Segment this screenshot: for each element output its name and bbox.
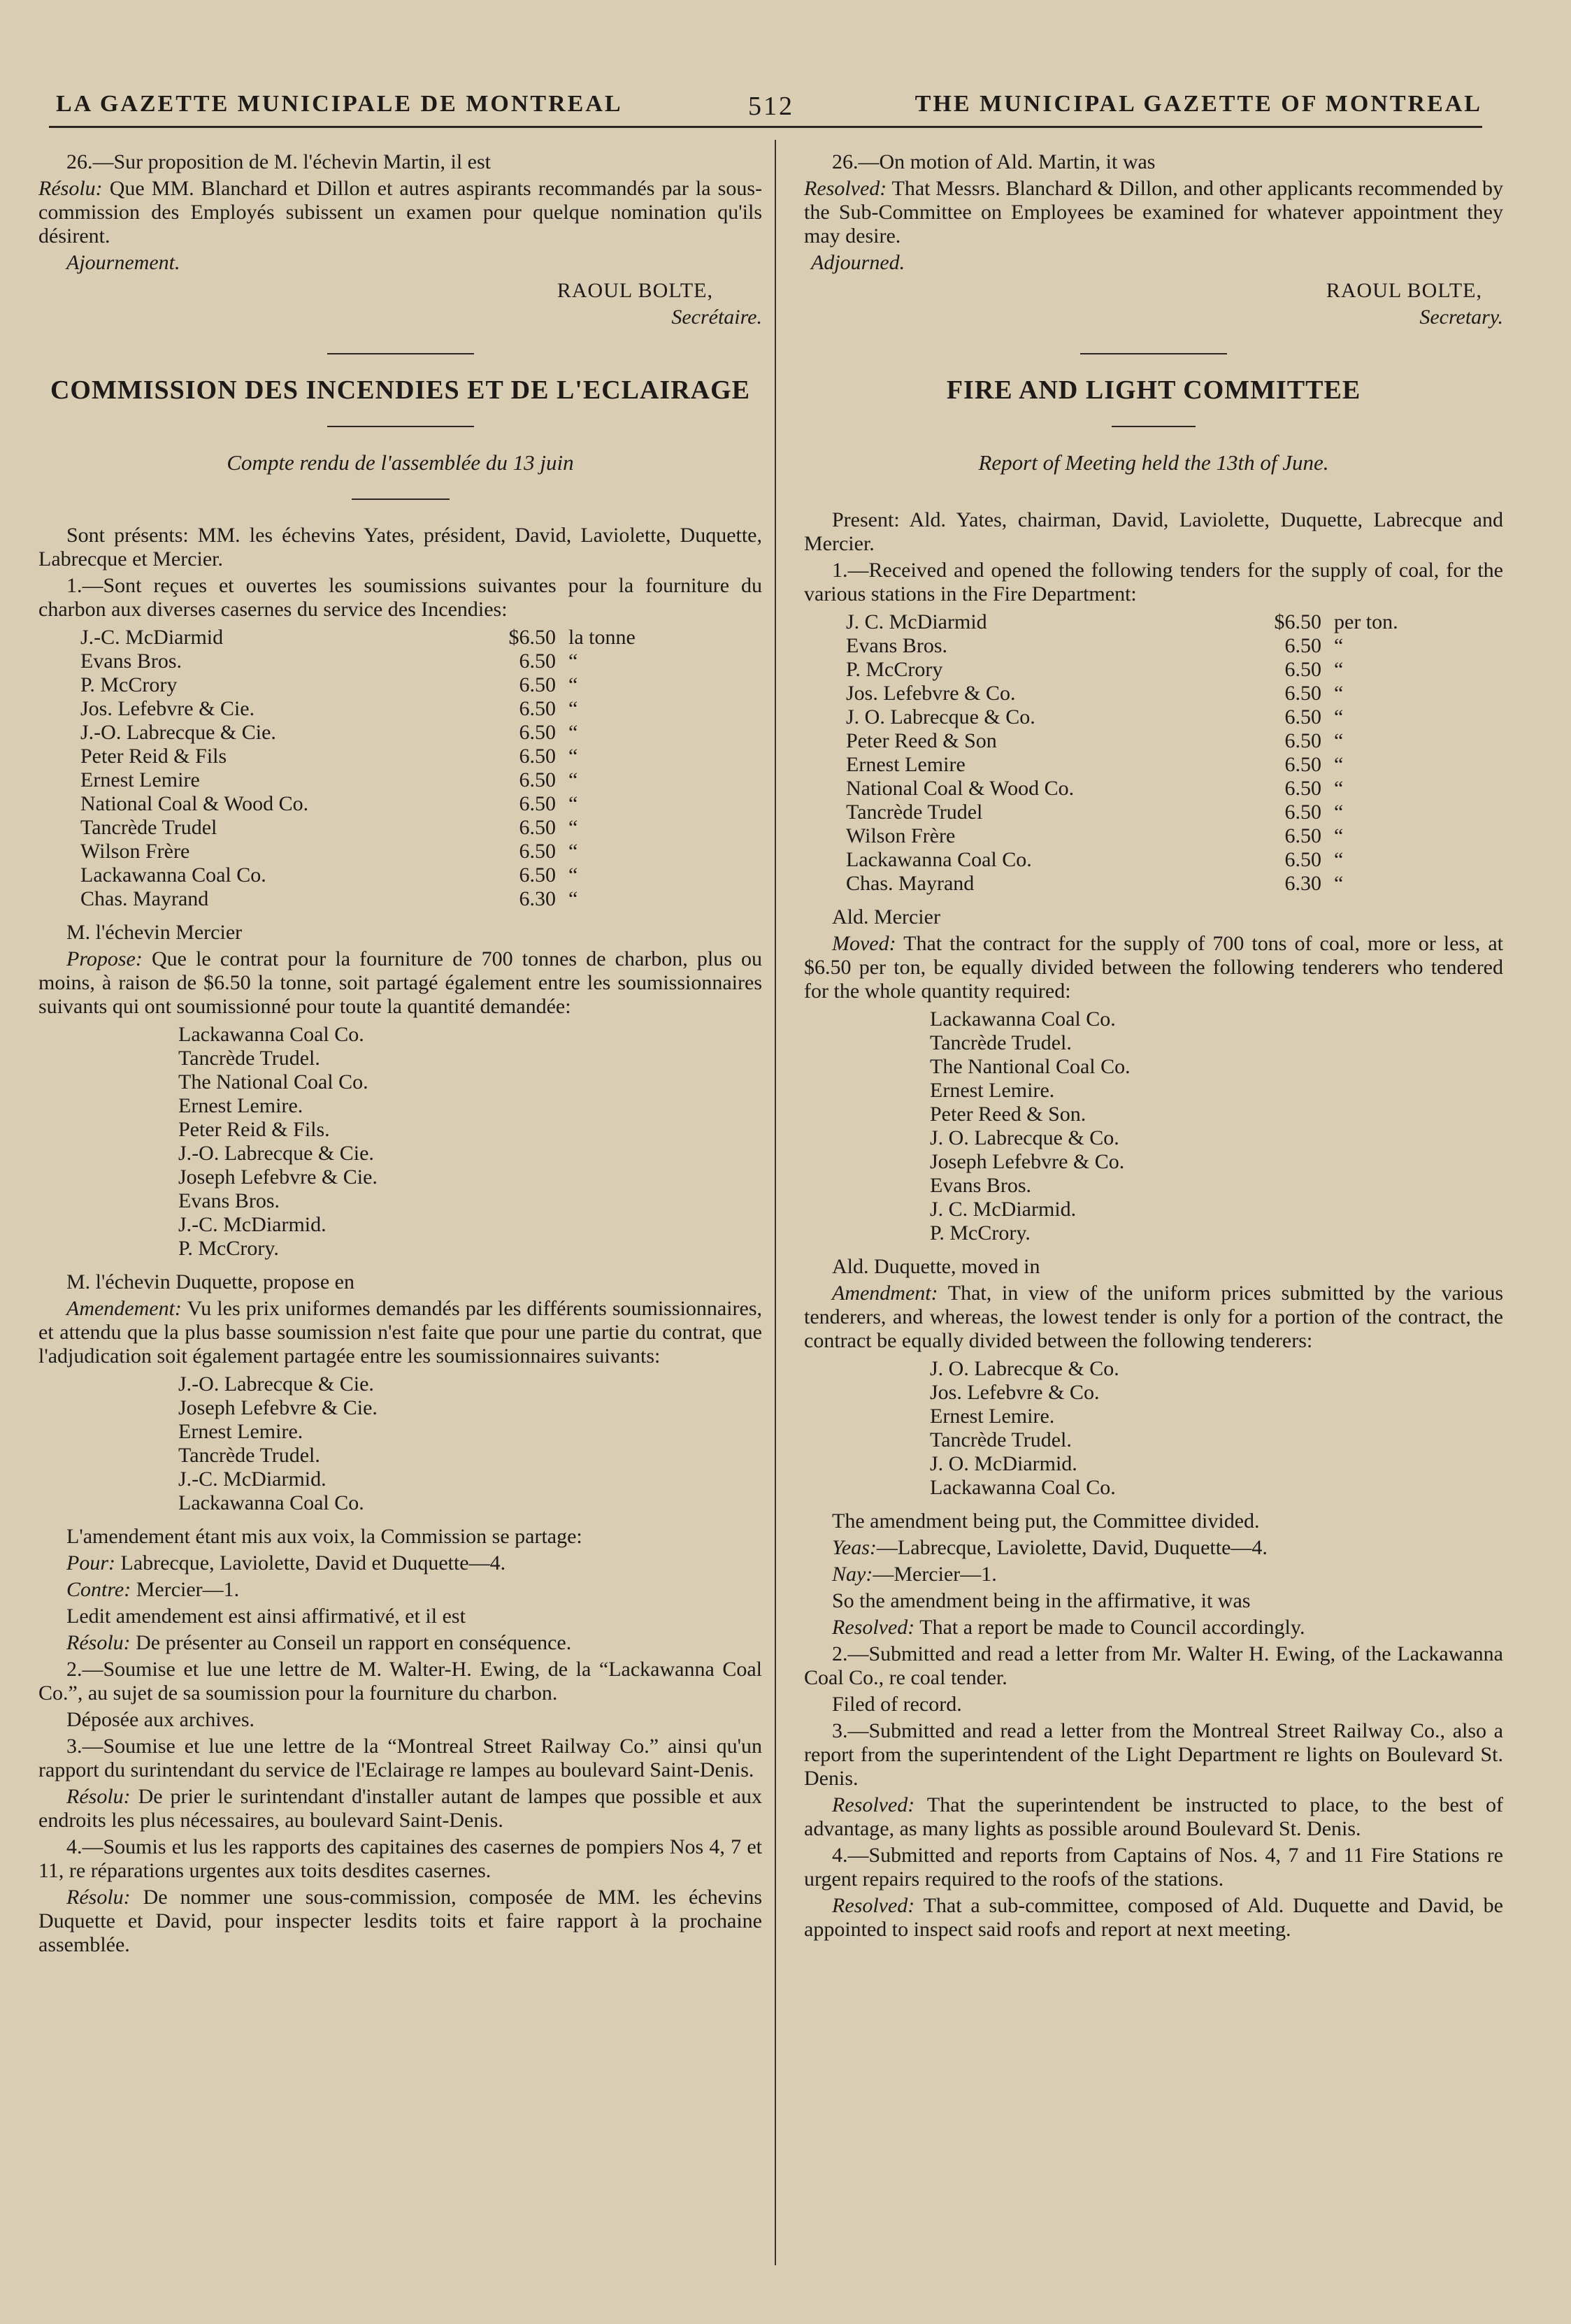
list-item: J.-C. McDiarmid. [178,1468,327,1491]
secretary-title-fr: Secrétaire. [671,306,762,329]
tender-price: 6.50 [519,673,556,696]
tender-unit: “ [1334,753,1344,776]
tender-unit: “ [568,697,578,720]
list-item: The National Coal Co. [178,1070,368,1093]
attendance-fr: Sont présents: MM. les échevins Yates, président, David, Laviolette, Duquette, Labrecque et Mercier. [38,524,762,571]
tender-price: 6.50 [519,697,556,720]
spacer [804,498,1503,508]
motion-label: Moved: [832,932,896,955]
table-row [80,697,636,721]
tender-price: 6.50 [519,768,556,791]
list-item: Ernest Lemire. [178,1420,303,1443]
tender-price: 6.50 [519,840,556,863]
tender-name: Jos. Lefebvre & Cie. [80,697,255,720]
tender-name: P. McCrory [80,673,178,696]
filed-fr: Déposée aux archives. [66,1708,255,1731]
tender-unit: “ [568,650,578,673]
tender-name: J. C. McDiarmid [846,610,987,633]
list-item: Ernest Lemire. [178,1094,303,1117]
tender-price: 6.50 [519,745,556,768]
resolution-text: That Messrs. Blanchard & Dillon, and other applicants recommended by the Sub-Committee on Employees be examined for whatever appointment they may desire. [804,177,1503,248]
list-item: Jos. Lefebvre & Co. [930,1381,1100,1404]
list-item: J.-O. Labrecque & Cie. [178,1142,374,1165]
resolution-label: Résolu: [66,1886,131,1909]
resolution-label: Résolu: [66,1631,131,1654]
resolution-text: De prier le surintendant d'installer autant de lampes que possible et aux endroits les plus nécessaires, au boulevard Saint-Denis. [38,1785,763,1832]
tender-name: Wilson Frère [846,824,956,847]
resolution-label: Résolu: [66,1785,131,1808]
amendment-en [804,1282,1503,1353]
proposal-fr [38,947,762,1019]
tenderer-list-fr [38,1023,762,1261]
item-26-fr-resolution [38,177,762,248]
list-item: J.-C. McDiarmid. [178,1213,327,1236]
vote-fr: L'amendement étant mis aux voix, la Commission se partage: [66,1525,582,1548]
tender-unit: “ [568,673,578,696]
table-row [80,673,636,697]
section-rule [1080,353,1227,354]
section-rule [327,353,474,354]
tender-price: 6.50 [1284,801,1321,824]
tender-name: Ernest Lemire [80,768,200,791]
resolution-text: That a report be made to Council accordingly. [919,1616,1305,1639]
tender-unit: “ [1334,682,1344,705]
tender-unit: “ [1334,705,1344,729]
tender-name: Evans Bros. [80,650,182,673]
item-3-fr: 3.—Soumise et lue une lettre de la “Montreal Street Railway Co.” ainsi qu'un rapport du surintendant du service de l'Eclairage re lampes au boulevard Saint-Denis. [38,1735,762,1781]
tender-table-fr [80,626,636,911]
tender-unit: “ [568,745,578,768]
table-row [846,777,1398,801]
vote-nay-en [804,1563,1503,1586]
resolution-1-en [804,1616,1503,1640]
tender-price: 6.30 [1284,872,1321,895]
adjournment-en: Adjourned. [811,251,905,274]
tender-price: 6.50 [1284,753,1321,776]
table-row [80,792,636,816]
table-row [846,682,1398,705]
list-item: J. O. Labrecque & Co. [930,1357,1119,1380]
list-item: P. McCrory. [930,1221,1031,1245]
tender-unit: “ [568,721,578,744]
section-rule [327,426,474,427]
table-row [80,768,636,792]
list-item: Ernest Lemire. [930,1405,1055,1428]
table-row [80,650,636,673]
tender-unit: “ [1334,777,1344,800]
tender-name: Ernest Lemire [846,753,966,776]
amendment-label: Amendement: [66,1297,182,1320]
vote-yeas-label: Yeas: [832,1536,877,1559]
item-4-en: 4.—Submitted and reports from Captains of Nos. 4, 7 and 11 Fire Stations re urgent repairs required to the roofs of the stations. [804,1844,1503,1891]
amendment-text: Vu les prix uniformes demandés par les différents soumissionnaires, et attendu que la plus basse soumission n'est faite que pour une partie du contrat, que l'adjudication soit également partagée entre les soumissionnaires suivants: [38,1297,762,1368]
tender-unit: “ [568,863,578,887]
list-item: J. O. McDiarmid. [930,1452,1077,1475]
resolution-text: Que MM. Blanchard et Dillon et autres aspirants recommandés par la sous-commission des Employés subissent un examen pour quelque nomination qu'ils désirent. [38,177,762,248]
resolution-4-en [804,1894,1503,1942]
resolution-label: Resolved: [832,1894,915,1917]
signature-fr: RAOUL BOLTE, [557,279,713,302]
table-row [80,745,636,768]
vote-against-text: Mercier—1. [136,1578,240,1601]
mover-fr: M. l'échevin Mercier [66,921,243,944]
resolution-3-fr [38,1785,762,1832]
table-row [80,626,636,650]
list-item: Ernest Lemire. [930,1079,1055,1102]
list-item: Lackawanna Coal Co. [930,1007,1116,1031]
list-item: Joseph Lefebvre & Co. [930,1150,1125,1173]
tender-unit: la tonne [568,626,636,649]
header-english-title: THE MUNICIPAL GAZETTE OF MONTREAL [914,91,1482,117]
list-item: J. O. Labrecque & Co. [930,1126,1119,1149]
list-item: Tancrède Trudel. [930,1031,1072,1054]
filed-en: Filed of record. [832,1693,962,1716]
tender-unit: “ [568,768,578,791]
vote-nay-text: —Mercier—1. [873,1563,997,1586]
tender-price: 6.50 [519,721,556,744]
list-item: Tancrède Trudel. [178,1047,320,1070]
tender-name: J. O. Labrecque & Co. [846,705,1035,729]
section-subtitle-en: Report of Meeting held the 13th of June. [978,450,1329,475]
tender-unit: “ [1334,872,1344,895]
tender-name: National Coal & Wood Co. [846,777,1075,800]
tender-name: Tancrède Trudel [80,816,217,839]
table-row [846,801,1398,824]
tender-unit: “ [1334,824,1344,847]
tender-price: 6.50 [1284,658,1321,681]
tender-table-en [846,610,1398,896]
resolution-text: De nommer une sous-commission, composée de MM. les échevins Duquette et David, pour inspecter lesdits toits et faire rapport à la prochaine assemblée. [38,1886,762,1956]
amendment-text: That, in view of the uniform prices submitted by the various tenderers, and whereas, the lowest tender is only for a portion of the contract, the contract be equally divided between the following tenderers: [804,1282,1503,1352]
motion-en [804,932,1503,1003]
attendance-en: Present: Ald. Yates, chairman, David, Laviolette, Duquette, Labrecque and Mercier. [804,508,1503,555]
tender-name: J.-O. Labrecque & Cie. [80,721,276,744]
tender-price: 6.50 [519,792,556,815]
resolution-label: Resolved: [832,1616,915,1639]
section-rule [352,498,450,500]
header-french-title: LA GAZETTE MUNICIPALE DE MONTREAL [56,91,623,117]
table-row [846,610,1398,634]
item-26-en-resolution [804,177,1503,248]
amendment-fr [38,1297,762,1368]
vote-yeas-en [804,1536,1503,1560]
table-row [80,863,636,887]
tender-unit: per ton. [1334,610,1398,633]
tender-name: Chas. Mayrand [846,872,975,895]
list-item: J.-O. Labrecque & Cie. [178,1372,374,1396]
tender-name: National Coal & Wood Co. [80,792,309,815]
adjournment-fr: Ajournement. [66,251,180,274]
tender-name: Lackawanna Coal Co. [846,848,1032,871]
vote-for-text: Labrecque, Laviolette, David et Duquette—4. [120,1551,506,1575]
table-row [846,658,1398,682]
list-item: Joseph Lefebvre & Cie. [178,1165,378,1189]
adopted-en: So the amendment being in the affirmative, it was [832,1589,1251,1612]
list-item: P. McCrory. [178,1237,279,1260]
tender-price: 6.50 [1284,777,1321,800]
vote-nay-label: Nay: [832,1563,873,1586]
item-2-fr: 2.—Soumise et lue une lettre de M. Walter-H. Ewing, de la “Lackawanna Coal Co.”, au sujet de sa soumission pour la fourniture du charbon. [38,1658,762,1705]
amendment-label: Amendment: [832,1282,938,1305]
tender-unit: “ [1334,729,1344,752]
table-row [80,887,636,911]
list-item: Evans Bros. [178,1189,280,1212]
tender-name: J.-C. McDiarmid [80,626,224,649]
amendment-list-fr [38,1372,762,1515]
list-item: Evans Bros. [930,1174,1031,1197]
tender-name: Chas. Mayrand [80,887,209,910]
adopted-fr: Ledit amendement est ainsi affirmativé, et il est [66,1605,466,1628]
table-row [846,753,1398,777]
list-item: J. C. McDiarmid. [930,1198,1077,1221]
tender-name: Jos. Lefebvre & Co. [846,682,1016,705]
item-1-en: 1.—Received and opened the following tenders for the supply of coal, for the various stations in the Fire Department: [804,559,1503,605]
amendment-mover-fr: M. l'échevin Duquette, propose en [66,1270,354,1293]
tender-price: 6.50 [519,650,556,673]
table-row [846,872,1398,896]
french-column [38,150,762,1960]
vote-en: The amendment being put, the Committee divided. [832,1509,1260,1533]
column-divider [775,140,776,2265]
vote-against-label: Contre: [66,1578,131,1601]
tender-unit: “ [1334,801,1344,824]
tender-unit: “ [1334,634,1344,657]
resolution-3-en [804,1793,1503,1841]
vote-for-label: Pour: [66,1551,115,1575]
vote-against-fr [38,1578,762,1602]
item-2-en: 2.—Submitted and read a letter from Mr. Walter H. Ewing, of the Lackawanna Coal Co., re coal tender. [804,1642,1503,1689]
english-column [804,150,1503,1944]
amendment-mover-en: Ald. Duquette, moved in [832,1255,1040,1278]
tender-price: $6.50 [508,626,556,649]
motion-text: That the contract for the supply of 700 tons of coal, more or less, at $6.50 per ton, be equally divided between the following tenderers who tendered for the whole quantity required: [804,932,1503,1003]
item-26-fr: 26.—Sur proposition de M. l'échevin Martin, il est [66,150,492,173]
tender-name: P. McCrory [846,658,943,681]
section-rule [1112,426,1196,427]
resolution-label: Resolved: [832,1793,915,1816]
proposal-text: Que le contrat pour la fourniture de 700 tonnes de charbon, plus ou moins, à raison de $6.50 la tonne, soit partagé également entre les soumissionnaires suivants qui ont soumissionné pour toute la quantité demandée: [38,947,763,1018]
list-item: The Nantional Coal Co. [930,1055,1131,1078]
tender-price: 6.50 [1284,824,1321,847]
secretary-title-en: Secretary. [1419,306,1503,329]
list-item: Lackawanna Coal Co. [178,1491,364,1514]
resolution-1-fr [38,1631,762,1655]
tender-price: 6.50 [1284,848,1321,871]
tender-price: 6.50 [519,816,556,839]
resolution-text: That the superintendent be instructed to place, to the best of advantage, as many lights as possible around Boulevard St. Denis. [804,1793,1503,1840]
mover-en: Ald. Mercier [832,905,940,928]
vote-yeas-text: —Labrecque, Laviolette, David, Duquette—4. [876,1536,1268,1559]
item-26-en: 26.—On motion of Ald. Martin, it was [832,150,1156,173]
list-item: Tancrède Trudel. [930,1428,1072,1451]
resolution-label: Résolu: [38,177,103,200]
tender-name: Peter Reed & Son [846,729,997,752]
tender-price: 6.50 [1284,729,1321,752]
page-header [49,84,1482,128]
list-item: Tancrède Trudel. [178,1444,320,1467]
table-row [846,824,1398,848]
table-row [846,848,1398,872]
vote-for-fr [38,1551,762,1575]
section-title-en: FIRE AND LIGHT COMMITTEE [946,375,1361,405]
list-item: Joseph Lefebvre & Cie. [178,1396,378,1419]
section-subtitle-fr: Compte rendu de l'assemblée du 13 juin [227,450,574,475]
list-item: Lackawanna Coal Co. [178,1023,364,1046]
section-title-fr: COMMISSION DES INCENDIES ET DE L'ECLAIRAGE [50,375,751,405]
tender-name: Evans Bros. [846,634,947,657]
tender-price: 6.50 [1284,705,1321,729]
tender-price: $6.50 [1274,610,1321,633]
tender-price: 6.50 [1284,682,1321,705]
tender-name: Peter Reid & Fils [80,745,227,768]
item-3-en: 3.—Submitted and read a letter from the Montreal Street Railway Co., also a report from the superintendent of the Light Department re lights on Boulevard St. Denis. [804,1719,1503,1790]
table-row [80,816,636,840]
page-number: 512 [748,92,794,121]
table-row [80,840,636,863]
item-1-fr: 1.—Sont reçues et ouvertes les soumissions suivantes pour la fourniture du charbon aux diverses casernes du service des Incendies: [38,574,762,621]
tender-unit: “ [1334,658,1344,681]
tender-name: Lackawanna Coal Co. [80,863,266,887]
resolution-text: That a sub-committee, composed of Ald. Duquette and David, be appointed to inspect said roofs and report at next meeting. [804,1894,1503,1941]
table-row [846,705,1398,729]
tender-unit: “ [1334,848,1344,871]
tender-unit: “ [568,887,578,910]
tender-name: Tancrède Trudel [846,801,983,824]
tender-unit: “ [568,816,578,839]
table-row [846,634,1398,658]
amendment-list-en [804,1357,1503,1500]
list-item: Peter Reid & Fils. [178,1118,330,1141]
resolution-label: Resolved: [804,177,887,200]
table-row [846,729,1398,753]
tender-price: 6.30 [519,887,556,910]
proposal-label: Propose: [66,947,143,970]
tenderer-list-en [804,1007,1503,1245]
table-row [80,721,636,745]
tender-unit: “ [568,792,578,815]
resolution-text: De présenter au Conseil un rapport en conséquence. [136,1631,572,1654]
tender-price: 6.50 [1284,634,1321,657]
list-item: Lackawanna Coal Co. [930,1476,1116,1499]
signature-en: RAOUL BOLTE, [1326,279,1482,302]
list-item: Peter Reed & Son. [930,1103,1086,1126]
item-4-fr: 4.—Soumis et lus les rapports des capitaines des casernes de pompiers Nos 4, 7 et 11, re réparations urgentes aux toits desdites casernes. [38,1835,762,1882]
tender-price: 6.50 [519,863,556,887]
tender-unit: “ [568,840,578,863]
tender-name: Wilson Frère [80,840,190,863]
resolution-4-fr [38,1886,762,1957]
